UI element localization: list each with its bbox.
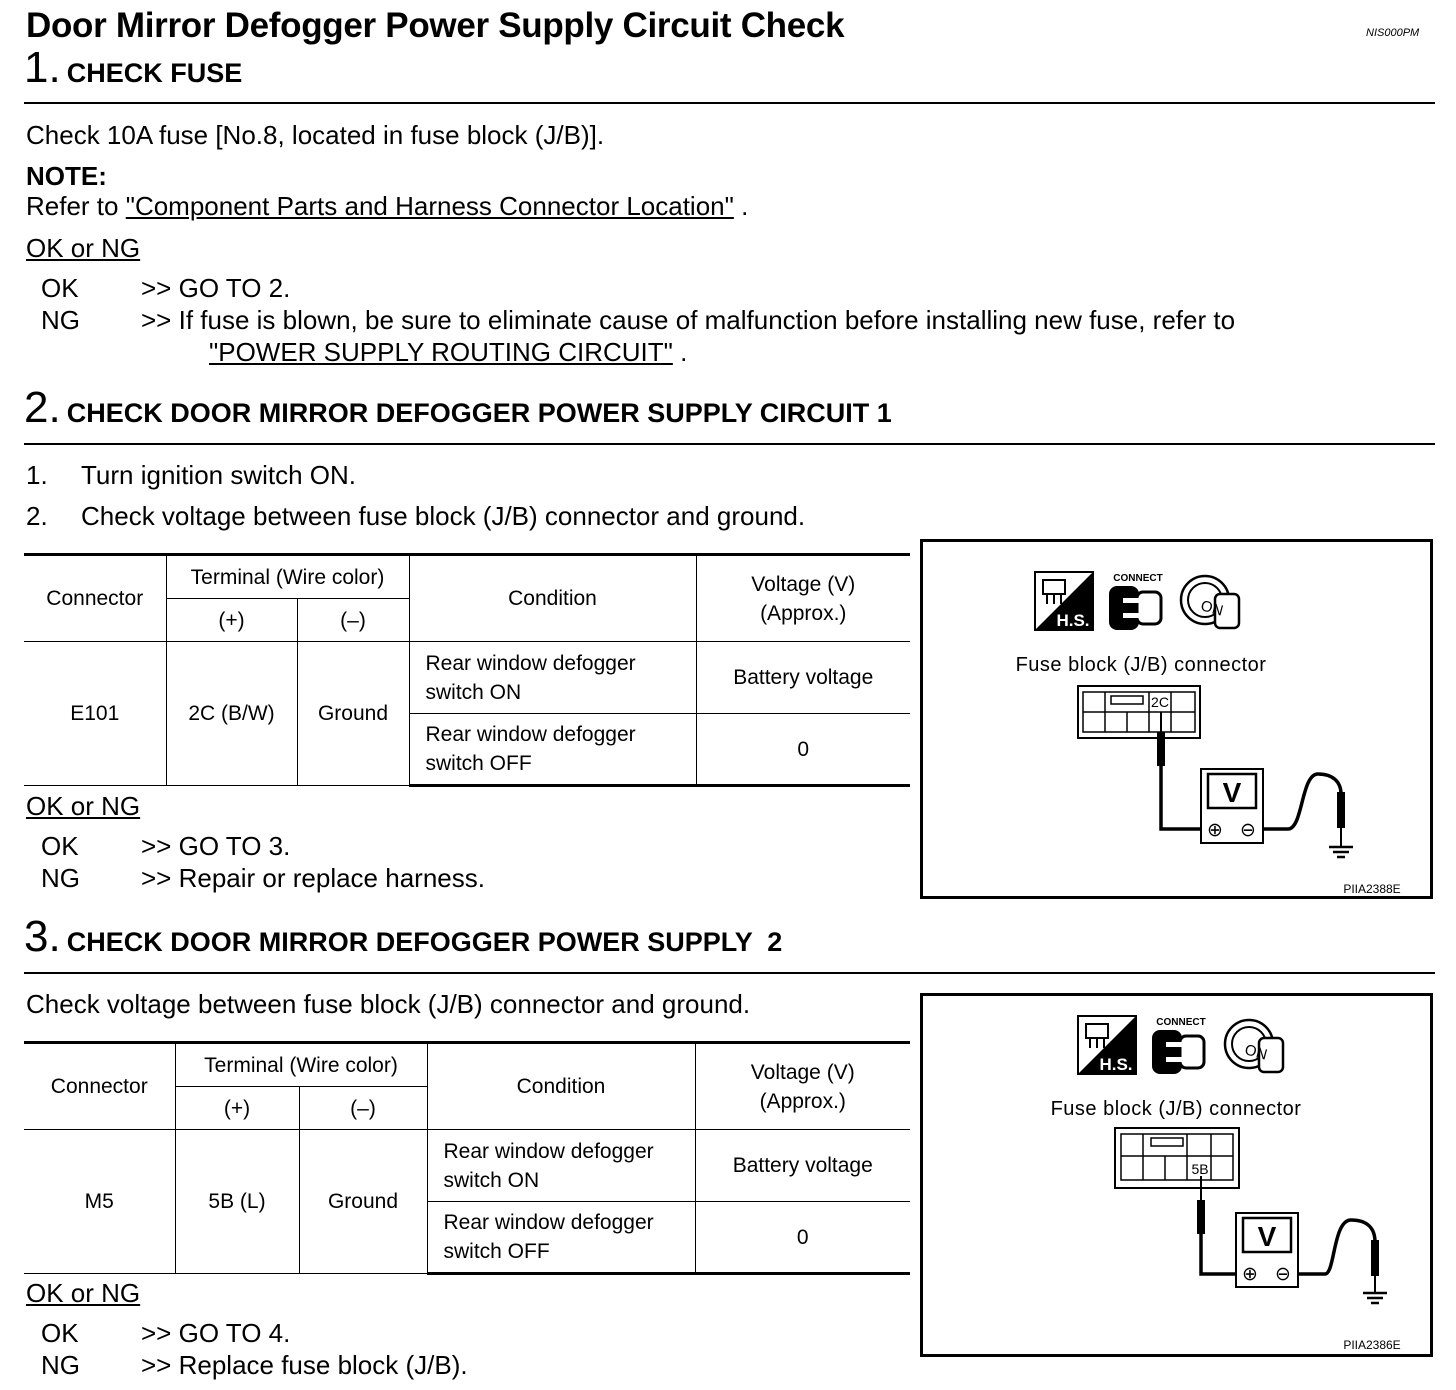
header-terminal: Terminal (Wire color) [166,555,409,599]
step3-number: 3. [24,912,61,961]
ignition-on-icon [1181,576,1239,628]
step3-ng-key: NG [41,1350,80,1380]
connect-icon-label: CONNECT [1156,1017,1206,1028]
cell-connector: M5 [24,1130,175,1274]
cell-minus: Ground [297,642,409,786]
cell-voltage: Battery voltage [696,642,910,714]
step3-ok-text: >> GO TO 4. [141,1318,291,1348]
cell-voltage: Battery voltage [695,1130,910,1202]
table-row [24,1130,910,1202]
step2-figure-id: PIIA2388E [1343,882,1401,896]
voltmeter-icon [1201,769,1263,843]
header-voltage-line2: (Approx.) [759,1089,846,1113]
cell-plus: 2C (B/W) [166,642,297,786]
ignition-on-label: ON [1242,1041,1269,1064]
step1-note-prefix: Refer to [26,191,126,221]
step3-figure-label: Fuse block (J/B) connector [1050,1098,1302,1120]
step1-title: CHECK FUSE [66,58,243,88]
cell-condition [427,1202,695,1274]
step1-number: 1. [24,43,61,92]
step2-voltage-table [24,553,910,787]
cell-voltage: 0 [696,714,910,786]
minus-terminal-icon: ⊖ [1275,1263,1291,1285]
step2-okng-label: OK or NG [26,791,141,821]
header-plus: (+) [175,1087,299,1130]
step2-divider [24,443,1435,445]
minus-terminal-icon: ⊖ [1240,819,1256,841]
header-voltage-line1: Voltage (V) [750,1060,855,1084]
step3-diagram [923,996,1430,1354]
cell-minus: Ground [299,1130,427,1274]
step2-number: 2. [24,383,61,432]
cell-plus: 5B (L) [175,1130,299,1274]
step3-title: CHECK DOOR MIRROR DEFOGGER POWER SUPPLY 2 [66,927,783,957]
hs-icon-label: H.S. [1056,611,1090,630]
voltmeter-label: V [1222,777,1242,808]
step3-ng-text: >> Replace fuse block (J/B). [141,1350,468,1380]
document-id: NIS000PM [1366,27,1420,39]
step2-ng-text: >> Repair or replace harness. [141,863,485,893]
connect-icon [1109,573,1163,630]
step2-ok-key: OK [41,831,79,861]
header-voltage-line2: (Approx.) [760,601,847,625]
step3-voltage-table [24,1041,910,1275]
cell-condition [409,642,696,714]
header-voltage-line1: Voltage (V) [751,572,856,596]
ignition-on-icon [1225,1020,1283,1072]
page-title: Door Mirror Defogger Power Supply Circuit Check [26,6,845,45]
step2-figure-label: Fuse block (J/B) connector [1015,654,1267,676]
voltmeter-icon [1236,1213,1298,1287]
table-row [24,642,910,714]
header-connector: Connector [24,1043,175,1130]
step2-item-number: 2. [26,501,48,531]
condition-line1: Rear window defogger [443,1211,654,1234]
step2-ng-key: NG [41,863,80,893]
step1-heading [24,43,243,92]
connect-icon [1152,1017,1206,1074]
step1-note [26,190,748,222]
step3-okng-label: OK or NG [26,1278,141,1308]
header-terminal: Terminal (Wire color) [175,1043,427,1087]
step3-figure [920,993,1433,1357]
header-condition: Condition [427,1043,695,1130]
step2-item-text: Turn ignition switch ON. [81,460,357,490]
step3-terminal-label: 5B [1191,1161,1209,1177]
power-supply-routing-link[interactable]: "POWER SUPPLY ROUTING CIRCUIT" [209,337,673,367]
fuse-block-connector [1078,686,1200,738]
table-header-row [24,1043,910,1087]
step3-ok-key: OK [41,1318,79,1348]
step1-ng-suffix: . [672,337,688,367]
step2-heading [24,383,892,432]
header-minus: (–) [297,599,409,642]
condition-line2: switch OFF [443,1240,550,1263]
table-header-row [24,555,910,599]
step3-instruction: Check voltage between fuse block (J/B) connector and ground. [26,989,751,1019]
plus-terminal-icon: ⊕ [1207,819,1223,841]
header-condition: Condition [409,555,696,642]
header-voltage [695,1043,910,1130]
step1-ng-ref [209,336,687,368]
step1-ng-text: >> If fuse is blown, be sure to eliminate cause of malfunction before installing new fuse, refer to [141,305,1236,335]
step2-ok-text: >> GO TO 3. [141,831,291,861]
step1-ok-text: >> GO TO 2. [141,273,291,303]
step3-figure-id: PIIA2386E [1343,1338,1401,1352]
header-plus: (+) [166,599,297,642]
condition-line1: Rear window defogger [425,651,636,675]
step1-instruction: Check 10A fuse [No.8, located in fuse block (J/B)]. [26,120,605,150]
hs-icon-label: H.S. [1099,1055,1133,1074]
step3-divider [24,972,1435,974]
voltmeter-label: V [1257,1221,1277,1252]
ground-symbol [1329,847,1353,857]
cell-connector: E101 [24,642,166,786]
fuse-block-connector [1115,1128,1239,1188]
step1-note-suffix: . [733,191,749,221]
step2-title: CHECK DOOR MIRROR DEFOGGER POWER SUPPLY CIRCUIT 1 [66,398,892,428]
step1-note-label: NOTE: [26,161,107,191]
step1-ok-key: OK [41,273,79,303]
condition-line1: Rear window defogger [425,723,636,746]
condition-line2: switch ON [425,680,522,704]
cell-voltage: 0 [695,1202,910,1274]
step2-terminal-label: 2C [1151,694,1169,710]
harness-side-icon [1035,572,1093,630]
header-minus: (–) [299,1087,427,1130]
harness-side-icon [1078,1016,1136,1074]
condition-line2: switch OFF [425,752,532,775]
condition-line2: switch ON [443,1168,540,1192]
header-voltage [696,555,910,642]
component-parts-link[interactable]: "Component Parts and Harness Connector Location" [125,191,734,221]
step3-heading [24,912,783,961]
plus-terminal-icon: ⊕ [1242,1263,1258,1285]
cell-condition [427,1130,695,1202]
step2-diagram [923,542,1430,896]
step2-item-text: Check voltage between fuse block (J/B) connector and ground. [81,501,806,531]
step2-item-number: 1. [26,460,48,490]
cell-condition [409,714,696,786]
step1-okng-label: OK or NG [26,233,141,263]
ground-symbol [1363,1293,1387,1303]
step2-figure [920,539,1433,899]
ignition-on-label: ON [1198,597,1225,620]
step1-ng-key: NG [41,305,80,335]
condition-line1: Rear window defogger [443,1139,654,1163]
step1-divider [24,102,1435,104]
connect-icon-label: CONNECT [1113,573,1163,584]
header-connector: Connector [24,555,166,642]
